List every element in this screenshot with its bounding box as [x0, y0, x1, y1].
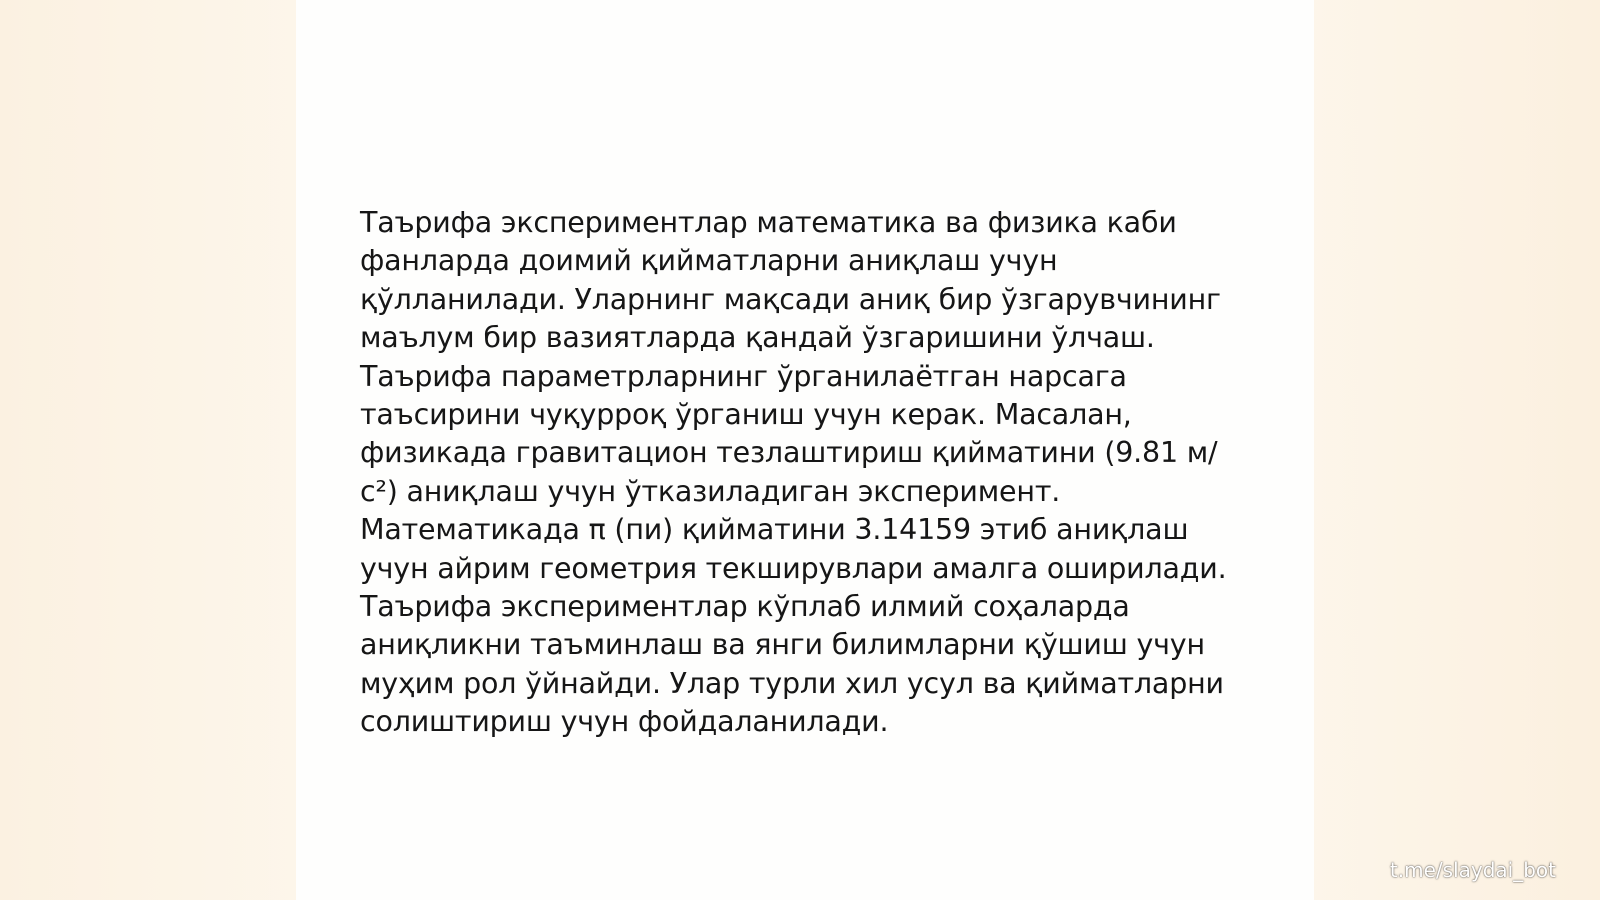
watermark: t.me/slaydai_bot: [1389, 858, 1556, 882]
slide-body-text: Таърифа экспериментлар математика ва физика каби фанларда доимий қийматларни аниқлаш учун қўлланилади. Уларнинг мақсади аниқ бир ўзгарувчининг маълум бир вазиятларда қандай ўзгаришини ўлчаш. Таърифа параметрларнинг ўрганилаётган нарсага таъсирини чуқурроқ ўрганиш учун керак. Масалан, физикада гравитацион тезлаштириш қийматини (9.81 м/с²) аниқлаш учун ўтказиладиган эксперимент. Математикада π (пи) қийматини 3.14159 этиб аниқлаш учун айрим геометрия текширувлари амалга оширилади. Таърифа экспериментлар кўплаб илмий соҳаларда аниқликни таъминлаш ва янги билимларни қўшиш учун муҳим рол ўйнайди. Улар турли хил усул ва қийматларни солиштириш учун фойдаланилади.: [360, 206, 1227, 739]
